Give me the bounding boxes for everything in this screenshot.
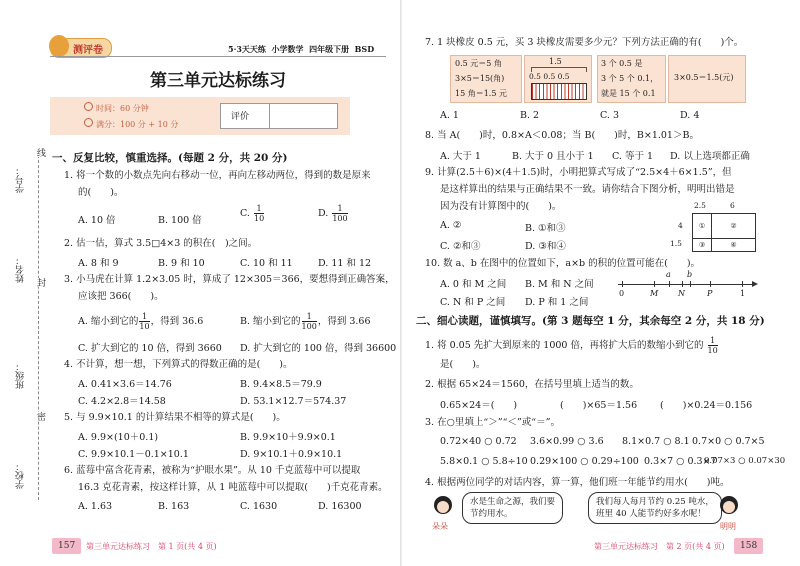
name-duoduo: 朵朵 bbox=[432, 522, 448, 531]
q7-method-box-1: 0.5 元＝5 角 3×5＝15(角) 15 角＝1.5 元 bbox=[450, 55, 522, 103]
q2-option-a[interactable]: A. 8 和 9 bbox=[78, 258, 119, 269]
fraction: $\frac{1}{100}$ bbox=[301, 312, 317, 331]
page-number-left: 157 bbox=[52, 538, 81, 554]
q7-option-c[interactable]: C. 3 bbox=[600, 110, 620, 121]
q8-option-b[interactable]: B. 大于 0 且小于 1 bbox=[512, 151, 594, 162]
eval-divider bbox=[269, 104, 270, 128]
q4-stem: 4. 不计算，想一想，下列算式的得数正确的是( )。 bbox=[64, 359, 293, 370]
binding-word-line: 线 bbox=[35, 148, 45, 157]
q7-method-box-3: 3 个 0.5 是 3 个 5 个 0.1， 就是 15 个 0.1 bbox=[597, 55, 666, 103]
header-rule bbox=[50, 56, 386, 57]
q6-option-c[interactable]: C. 1630 bbox=[240, 501, 278, 512]
q2-option-b[interactable]: B. 9 和 10 bbox=[158, 258, 205, 269]
fig-top-label-2: 6 bbox=[730, 201, 735, 210]
s2-q3-item-3[interactable]: 8.1×0.7 ○ 8.1 bbox=[622, 436, 690, 447]
q9-stem-cont: 是这样算出的结果与正确结果不一致。请你结合下图分析，明明出错是 bbox=[440, 184, 735, 195]
tick-p bbox=[710, 281, 711, 287]
label-0: 0 bbox=[619, 289, 625, 298]
avatar-duoduo bbox=[432, 496, 454, 520]
label-m: M bbox=[650, 289, 659, 298]
fig-cell-4: ④ bbox=[711, 238, 756, 252]
fraction: $\frac{1}{10}$ bbox=[707, 336, 718, 355]
section1-heading: 一、反复比较，慎重选择。(每题 2 分，共 20 分) bbox=[52, 152, 288, 164]
q4-option-b[interactable]: B. 9.4×8.5＝79.9 bbox=[240, 379, 322, 390]
q8-option-a[interactable]: A. 大于 1 bbox=[440, 151, 481, 162]
eval-box[interactable] bbox=[220, 103, 338, 129]
s2-q3-item-2[interactable]: 3.6×0.99 ○ 3.6 bbox=[530, 436, 604, 447]
q1-option-c[interactable]: C. $\frac{1}{10}$ bbox=[240, 204, 265, 223]
q3-stem-cont: 应该把 366( )。 bbox=[78, 291, 164, 302]
q7-option-a[interactable]: A. 1 bbox=[440, 110, 459, 121]
tick-0 bbox=[622, 281, 623, 287]
q9-stem-cont2: 因为没有计算图中的( )。 bbox=[440, 201, 562, 212]
s2-q3-item-4[interactable]: 0.7×0 ○ 0.7×5 bbox=[692, 436, 765, 447]
q10-stem: 10. 数 a、b 在图中的位置如下，a×b 的积的位置可能在( )。 bbox=[425, 258, 701, 269]
q8-stem: 8. 当 A( )时，0.8×A＜0.08；当 B( )时，B×1.01＞B。 bbox=[425, 130, 699, 141]
page-number-right: 158 bbox=[734, 538, 763, 554]
q6-option-d[interactable]: D. 16300 bbox=[318, 501, 362, 512]
fig-left-label-1: 4 bbox=[678, 221, 683, 230]
fig-top-label-1: 2.5 bbox=[694, 201, 706, 210]
q1-stem-cont: 的( )。 bbox=[78, 187, 124, 198]
info-box bbox=[50, 97, 350, 135]
q7-method-box-2 bbox=[524, 55, 592, 103]
q10-option-c[interactable]: C. N 和 P 之间 bbox=[440, 297, 506, 308]
s2-q3-stem: 3. 在○里填上“＞”“＜”或“＝”。 bbox=[425, 417, 561, 428]
bar-model-icon bbox=[531, 83, 587, 100]
header-edition: BSD bbox=[354, 44, 375, 54]
label-n: N bbox=[678, 289, 685, 298]
q10-option-b[interactable]: B. M 和 N 之间 bbox=[525, 279, 594, 290]
q3-stem: 3. 小马虎在计算 1.2×3.05 时，算成了 12×305＝366，要想得到正确答案， bbox=[64, 274, 395, 285]
q7-option-d[interactable]: D. 4 bbox=[680, 110, 700, 121]
section2-heading: 二、细心读题，谨慎填写。(第 3 题每空 1 分，其余每空 2 分，共 18 分) bbox=[416, 315, 765, 327]
q5-option-b[interactable]: B. 9.9×10＋9.9×0.1 bbox=[240, 432, 336, 443]
s2-q2-stem: 2. 根据 65×24＝1560，在括号里填上适当的数。 bbox=[425, 379, 639, 390]
q1-option-d[interactable]: D. $\frac{1}{100}$ bbox=[318, 204, 348, 223]
q8-option-d[interactable]: D. 以上选项都正确 bbox=[670, 151, 750, 162]
fraction: $\frac{1}{100}$ bbox=[332, 204, 348, 223]
q1-stem: 1. 将一个数的小数点先向右移动一位，再向左移动两位，得到的数是原来 bbox=[64, 170, 371, 181]
binding-word-secret: 密 bbox=[35, 412, 45, 421]
s2-q3-item-8[interactable]: 0.07×3 ○ 0.07×30 bbox=[704, 456, 786, 466]
q7-option-b[interactable]: B. 2 bbox=[520, 110, 540, 121]
s2-q1-stem: 1. 将 0.05 先扩大到原来的 1000 倍，再将扩大后的数缩小到它的 $\frac{1}{10}$ bbox=[425, 336, 718, 355]
s2-q1-stem-cont: 是( )。 bbox=[440, 359, 486, 370]
name-label: 姓名： bbox=[16, 256, 26, 283]
q2-option-c[interactable]: C. 10 和 11 bbox=[240, 258, 293, 269]
q6-stem-cont: 16.3 克花青素，按这样计算，从 1 吨蓝莓中可以提取( )千克花青素。 bbox=[78, 482, 388, 493]
fig-cell-3: ③ bbox=[692, 238, 712, 252]
page-title: 第三单元达标练习 bbox=[150, 71, 286, 91]
q10-option-a[interactable]: A. 0 和 M 之间 bbox=[440, 279, 507, 290]
running-header bbox=[228, 44, 374, 55]
s2-q3-item-6[interactable]: 0.29×100 ○ 0.29÷100 bbox=[530, 456, 639, 467]
class-label: 班级： bbox=[16, 362, 26, 389]
q9-option-a[interactable]: A. ② bbox=[440, 220, 462, 231]
name-mingming: 明明 bbox=[720, 522, 736, 531]
q4-option-a[interactable]: A. 0.41×3.6＝14.76 bbox=[78, 379, 172, 390]
q9-option-d[interactable]: D. ③和④ bbox=[525, 241, 566, 252]
q9-stem: 9. 计算(2.5＋6)×(4＋1.5)时，小明把算式写成了“2.5×4＋6×1.5”，但 bbox=[425, 167, 732, 178]
q4-option-c[interactable]: C. 4.2×2.8＝14.58 bbox=[78, 396, 166, 407]
tick-m bbox=[654, 281, 655, 287]
tick-a bbox=[669, 281, 670, 287]
fig-cell-1: ① bbox=[692, 213, 712, 239]
s2-q2-fill-3[interactable]: ( )×0.24＝0.156 bbox=[660, 400, 753, 411]
s2-q2-fill-2[interactable]: ( )×65＝1.56 bbox=[560, 400, 638, 411]
q5-option-c[interactable]: C. 9.9×10.1－0.1×10.1 bbox=[78, 449, 189, 460]
s2-q2-fill-1[interactable]: 0.65×24＝( ) bbox=[440, 400, 518, 411]
footer-text-right: 第三单元达标练习 第 2 页(共 4 页) bbox=[594, 542, 725, 551]
fig-cell-2: ② bbox=[711, 213, 756, 239]
tick-1 bbox=[742, 281, 743, 287]
q9-option-b[interactable]: B. ①和③ bbox=[525, 223, 566, 234]
q2-stem: 2. 估一估，算式 3.5□4×3 的积在( )之间。 bbox=[64, 238, 258, 249]
page-fold bbox=[400, 0, 402, 566]
tick-b bbox=[690, 281, 691, 287]
q7-box2-total: 1.5 bbox=[549, 57, 562, 66]
binding-word-seal: 封 bbox=[35, 278, 45, 287]
q7-box2-cells: 0.5 0.5 0.5 bbox=[529, 72, 570, 81]
fraction: $\frac{1}{10}$ bbox=[139, 312, 150, 331]
s2-q3-item-5[interactable]: 5.8×0.1 ○ 5.8÷10 bbox=[440, 456, 528, 467]
header-grade: 四年级下册 bbox=[309, 44, 350, 54]
q3-option-a[interactable]: A. 缩小到它的 $\frac{1}{10}$ ，得到 36.6 bbox=[78, 312, 204, 331]
time-info: 时间：60 分钟 bbox=[84, 102, 149, 114]
q5-stem: 5. 与 9.9×10.1 的计算结果不相等的算式是( )。 bbox=[64, 412, 286, 423]
q7-method-box-4: 3×0.5＝1.5(元) bbox=[668, 55, 746, 103]
q2-option-d[interactable]: D. 11 和 12 bbox=[318, 258, 372, 269]
s2-q3-item-1[interactable]: 0.72×40 ○ 0.72 bbox=[440, 436, 517, 447]
q6-option-b[interactable]: B. 163 bbox=[158, 501, 190, 512]
star-icon bbox=[84, 118, 93, 127]
student-id-label: 学号： bbox=[16, 166, 26, 193]
badge-icon bbox=[49, 35, 69, 57]
s2-q4-stem: 4. 根据两位同学的对话内容，算一算，他们班一年能节约用水( )吨。 bbox=[425, 477, 730, 488]
number-line-axis bbox=[618, 284, 754, 285]
q1-option-b[interactable]: B. 100 倍 bbox=[158, 215, 202, 226]
clock-icon bbox=[84, 102, 93, 111]
school-label: 学校： bbox=[16, 462, 26, 489]
fig-left-label-2: 1.5 bbox=[670, 239, 682, 248]
q8-option-c[interactable]: C. 等于 1 bbox=[612, 151, 654, 162]
q3-option-c[interactable]: C. 扩大到它的 10 倍，得到 3660 bbox=[78, 343, 222, 354]
label-p: P bbox=[707, 289, 713, 298]
q6-stem: 6. 蓝莓中富含花青素，被称为“护眼水果”。从 10 千克蓝莓中可以提取 bbox=[64, 465, 361, 476]
q3-option-b[interactable]: B. 缩小到它的 $\frac{1}{100}$ ，得到 3.66 bbox=[240, 312, 371, 331]
badge-label: 测评卷 bbox=[73, 45, 103, 56]
avatar-mingming bbox=[718, 496, 740, 520]
q9-option-c[interactable]: C. ②和③ bbox=[440, 241, 481, 252]
eval-label: 评价 bbox=[231, 112, 250, 122]
q6-option-a[interactable]: A. 1.63 bbox=[78, 501, 113, 512]
fraction: $\frac{1}{10}$ bbox=[253, 204, 265, 223]
s2-q3-item-7[interactable]: 0.3×7 ○ 0.3×7 bbox=[644, 456, 717, 467]
badge bbox=[50, 38, 112, 58]
q9-area-figure bbox=[670, 201, 758, 255]
tick-n bbox=[682, 281, 683, 287]
q3-option-d[interactable]: D. 扩大到它的 100 倍，得到 36600 bbox=[240, 343, 397, 354]
q5-option-d[interactable]: D. 9×10.1＋0.9×10.1 bbox=[240, 449, 343, 460]
q1-option-a[interactable]: A. 10 倍 bbox=[78, 215, 116, 226]
speech-bubble-duoduo: 水是生命之源，我们要 节约用水。 bbox=[462, 492, 563, 524]
q4-option-d[interactable]: D. 53.1×12.7＝574.37 bbox=[240, 396, 347, 407]
footer-text-left: 第三单元达标练习 第 1 页(共 4 页) bbox=[86, 542, 217, 551]
score-info: 满分：100 分 + 10 分 bbox=[84, 118, 178, 130]
binding-line bbox=[38, 150, 40, 500]
point-a-label: a bbox=[666, 270, 671, 279]
q10-number-line bbox=[614, 272, 758, 302]
header-brand: 5·3天天练 bbox=[228, 44, 266, 54]
q7-stem: 7. 1 块橡皮 0.5 元，买 3 块橡皮需要多少元？下列方法正确的有( )个。 bbox=[425, 37, 744, 48]
q5-option-a[interactable]: A. 9.9×(10＋0.1) bbox=[78, 432, 159, 443]
q10-option-d[interactable]: D. P 和 1 之间 bbox=[525, 297, 589, 308]
header-subject: 小学数学 bbox=[271, 44, 304, 54]
point-b-label: b bbox=[687, 270, 693, 279]
speech-bubble-mingming: 我们每人每月节约 0.25 吨水， 班里 40 人能节约好多水呢！ bbox=[588, 492, 722, 524]
label-1: 1 bbox=[740, 289, 746, 298]
arrow-icon bbox=[752, 281, 758, 287]
